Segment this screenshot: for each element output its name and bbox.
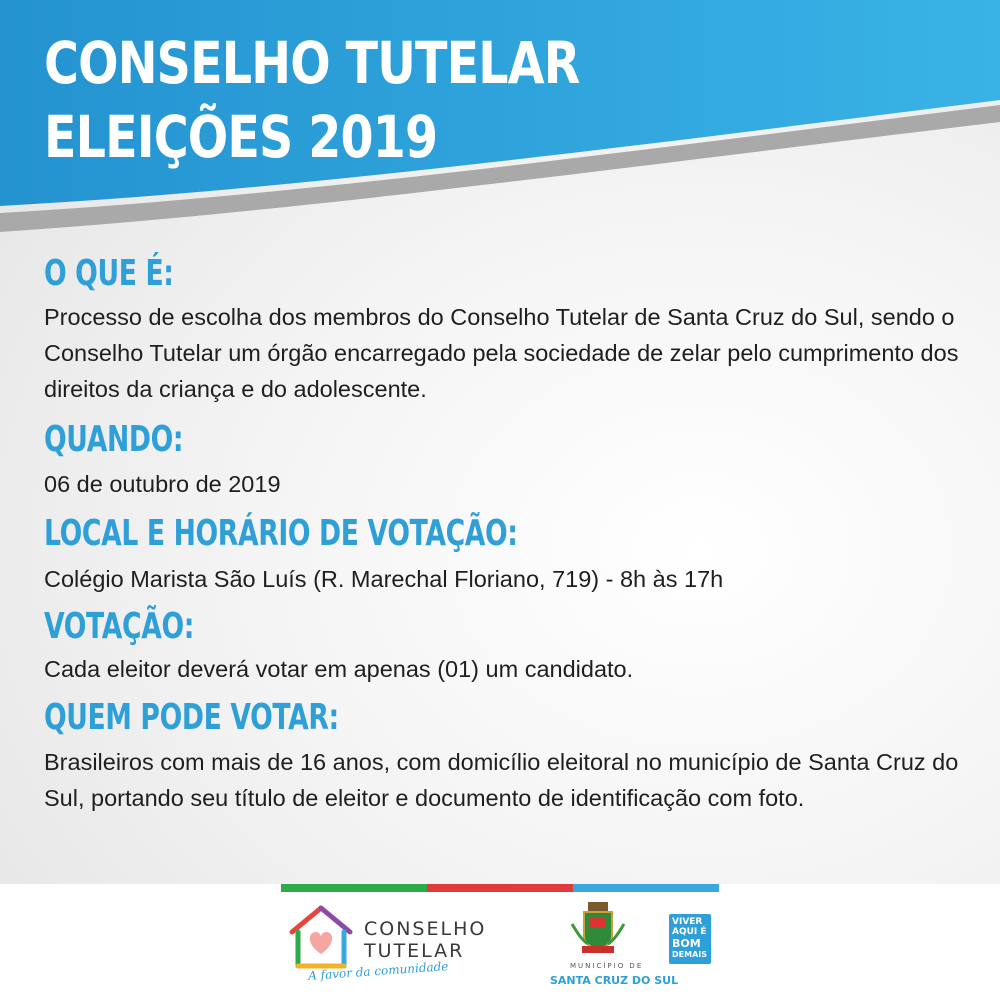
heading-local-horario: LOCAL E HORÁRIO DE VOTAÇÃO: xyxy=(44,513,518,554)
text-quando: 06 de outubro de 2019 xyxy=(44,471,281,497)
viver-line4: DEMAIS xyxy=(672,950,707,959)
house-heart-icon xyxy=(286,902,356,972)
title-line-1: CONSELHO TUTELAR xyxy=(44,29,580,97)
conselho-logo-line2: TUTELAR xyxy=(364,940,465,962)
municipio-small-label: MUNICÍPIO DE xyxy=(570,962,644,970)
text-votacao: Cada eleitor deverá votar em apenas (01) um candidato. xyxy=(44,656,634,682)
conselho-logo-line1: CONSELHO xyxy=(364,918,487,940)
text-quem-pode-votar: Brasileiros com mais de 16 anos, com domicílio eleitoral no município de Santa Cruz do Sul, portando seu título de eleitor e documento de identificação com foto. xyxy=(44,749,959,811)
title-line-2: ELEIÇÕES 2019 xyxy=(44,103,438,171)
text-o-que-e: Processo de escolha dos membros do Conselho Tutelar de Santa Cruz do Sul, sendo o Conselho Tutelar um órgão encarregado pela sociedade de zelar pelo cumprimento dos direitos da criança e do adolescente. xyxy=(44,304,959,402)
stripe-green xyxy=(281,884,427,892)
heading-o-que-e: O QUE É: xyxy=(44,253,174,294)
stripe-red xyxy=(427,884,573,892)
municipio-name: SANTA CRUZ DO SUL xyxy=(550,974,679,987)
municipio-logo xyxy=(548,900,679,992)
heading-votacao: VOTAÇÃO: xyxy=(44,606,195,647)
text-local-horario: Colégio Marista São Luís (R. Marechal Floriano, 719) - 8h às 17h xyxy=(44,566,724,592)
conselho-logo-tagline: A favor da comunidade xyxy=(307,959,449,983)
viver-line3: BOM xyxy=(672,937,701,950)
viver-line2: AQUI É xyxy=(672,927,707,937)
conselho-tutelar-logo xyxy=(286,902,486,988)
viver-aqui-badge xyxy=(669,914,711,964)
heading-quando: QUANDO: xyxy=(44,419,184,460)
color-stripe xyxy=(281,884,719,892)
footer xyxy=(0,884,1000,1000)
viver-line1: VIVER xyxy=(672,917,703,927)
stripe-blue xyxy=(573,884,719,892)
heading-quem-pode-votar: QUEM PODE VOTAR: xyxy=(44,697,339,738)
municipal-coat-of-arms-icon xyxy=(568,900,628,958)
